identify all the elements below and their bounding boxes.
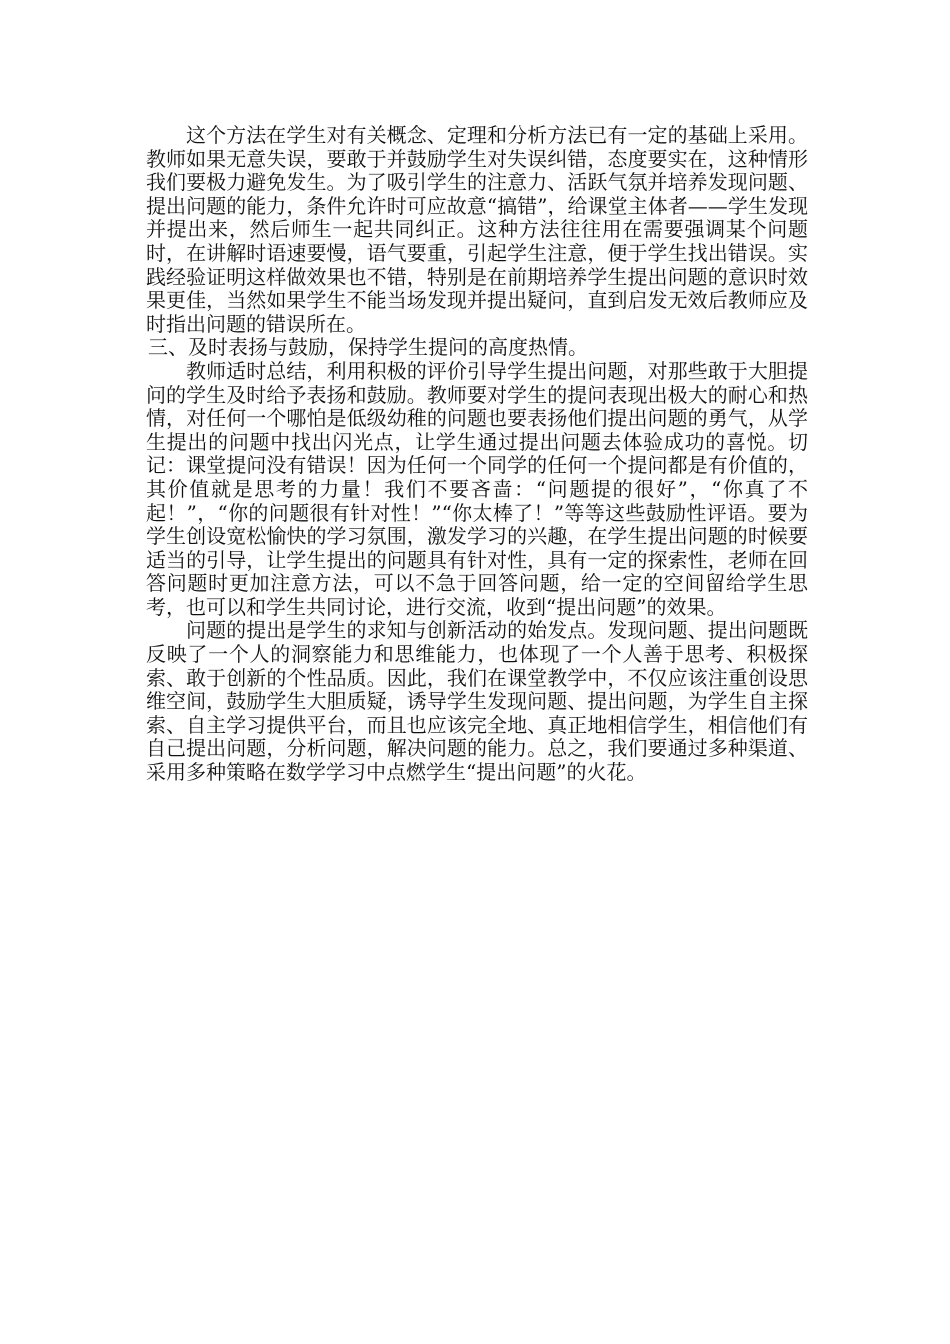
- section-heading-praise: 三、及时表扬与鼓励，保持学生提问的高度热情。: [148, 335, 588, 360]
- paragraph-error-correction: 这个方法在学生对有关概念、定理和分析方法已有一定的基础上采用。教师如果无意失误，要敢于并鼓励学生对失误纠错，态度要实在，这种情形我们要极力避免发生。为了吸引学生的注意力、活跃气氛并培养发现问题、提出问题的能力，条件允许时可应故意“搞错”，给课堂主体者——学生发现并提出来，然后师生一起共同纠正。这种方法往往用在需要强调某个问题时，在讲解时语速要慢，语气要重，引起学生注意，便于学生找出错误。实践经验证明这样做效果也不错，特别是在前期培养学生提出问题的意识时效果更佳，当然如果学生不能当场发现并提出疑问，直到启发无效后教师应及时指出问题的错误所在。: [146, 123, 808, 336]
- paragraph-conclusion: 问题的提出是学生的求知与创新活动的始发点。发现问题、提出问题既反映了一个人的洞察能力和思维能力，也体现了一个人善于思考、积极探索、敢于创新的个性品质。因此，我们在课堂教学中，不仅应该注重创设思维空间，鼓励学生大胆质疑，诱导学生发现问题、提出问题，为学生自主探索、自主学习提供平台，而且也应该完全地、真正地相信学生，相信他们有自己提出问题，分析问题，解决问题的能力。总之，我们要通过多种渠道、采用多种策略在数学学习中点燃学生“提出问题”的火花。: [146, 618, 808, 785]
- paragraph-praise-encouragement: 教师适时总结，利用积极的评价引导学生提出问题，对那些敢于大胆提问的学生及时给予表扬和鼓励。教师要对学生的提问表现出极大的耐心和热情，对任何一个哪怕是低级幼稚的问题也要表扬他们提出问题的勇气，从学生提出的问题中找出闪光点，让学生通过提出问题去体验成功的喜悦。切记：课堂提问没有错误！因为任何一个同学的任何一个提问都是有价值的，其价值就是思考的力量！我们不要吝啬：“问题提的很好”，“你真了不起！”，“你的问题很有针对性！”“你太棒了！”等等这些鼓励性评语。要为学生创设宽松愉快的学习氛围，激发学习的兴趣，在学生提出问题的时候要适当的引导，让学生提出的问题具有针对性，具有一定的探索性，老师在回答问题时更加注意方法，可以不急于回答问题，给一定的空间留给学生思考，也可以和学生共同讨论，进行交流，收到“提出问题”的效果。: [146, 358, 808, 619]
- document-body: [146, 124, 808, 785]
